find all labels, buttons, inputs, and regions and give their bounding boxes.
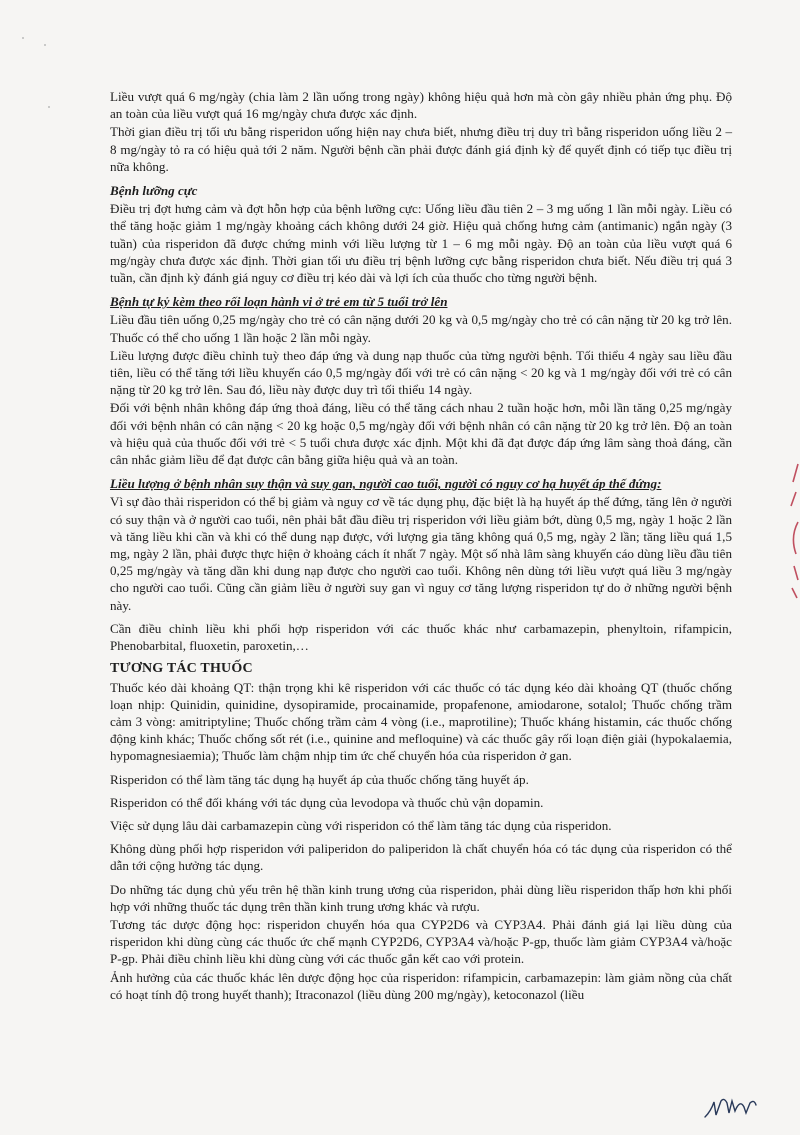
paragraph: Liều vượt quá 6 mg/ngày (chia làm 2 lần uống trong ngày) không hiệu quả hơn mà còn gây nhiều phản ứng phụ. Độ an toàn của liều vượt quá 16 mg/ngày chưa được xác định. [110, 89, 732, 122]
paragraph: Việc sử dụng lâu dài carbamazepin cùng với risperidon có thể làm tăng tác dụng của risperidon. [110, 817, 612, 833]
paragraph: Liều đầu tiên uống 0,25 mg/ngày cho trẻ có cân nặng dưới 20 kg và 0,5 mg/ngày cho trẻ có cân nặng từ 20 kg trở lên. Thuốc có thể cho uống 1 lần hoặc 2 lần mỗi ngày. [110, 312, 732, 345]
paragraph: Do những tác dụng chủ yếu trên hệ thần kinh trung ương của risperidon, phải dùng liều risperidon thấp hơn khi phối hợp với những thuốc tác dụng trên thần kinh trung ương khác và rượu. [110, 881, 732, 914]
signature-mark [702, 1093, 758, 1121]
scan-speck [44, 44, 46, 46]
document-page [110, 88, 732, 1004]
section-heading-renal-hepatic: Liều lượng ở bệnh nhân suy thận và suy gan, người cao tuổi, người có nguy cơ hạ huyết áp thế đứng: [110, 476, 662, 492]
paragraph: Ảnh hưởng của các thuốc khác lên dược động học của risperidon: rifampicin, carbamazepin: làm giảm nồng của chất có hoạt tính độ trong huyết thanh); Itraconazol (liều dùng 200 mg/ngày), ketoconazol (liều [110, 969, 732, 1002]
paragraph: Cần điều chỉnh liều khi phối hợp risperidon với các thuốc khác như carbamazepin, phenyltoin, rifampicin, Phenobarbital, fluoxetin, paroxetin,… [110, 620, 732, 654]
section-title-interactions: TƯƠNG TÁC THUỐC [110, 661, 253, 677]
paragraph: Thuốc kéo dài khoảng QT: thận trọng khi kê risperidon với các thuốc có tác dụng kéo dài khoảng QT (thuốc chống loạn nhịp: Quinidin, quinidine, dysopiramide, procainamide, propafenone, amiodarone, sotalol; Thuốc chống trầm cảm 3 vòng: amitriptyline; Thuốc chống trầm cảm 4 vòng (i.e., maprotiline); Thuốc kháng histamin, các thuốc chống động kinh khác; Thuốc chống sốt rét (i.e., quinine and mefloquine) và các thuốc gây rối loạn điện giải (hypokalaemia, hypomagnesiaemia); Thuốc làm chậm nhịp tim ức chế chuyển hóa của risperidon ở gan. [110, 679, 732, 764]
paragraph: Vì sự đào thải risperidon có thể bị giảm và nguy cơ về tác dụng phụ, đặc biệt là hạ huyết áp thế đứng, tăng lên ở người có suy thận và ở người cao tuổi, nên phải bắt đầu điều trị risperidon với liều giảm bớt, dùng 0,5 mg, ngày 1 hoặc 2 lần và tăng liều khi cần và khi có thể dung nạp được, với lượng gia tăng không quá 0,5 mg, ngày 2 lần; tăng liều quá 1,5 mg, ngày 2 lần, phải được thực hiện ở khoảng cách ít nhất 7 ngày. Một số nhà lâm sàng khuyến cáo dùng liều đầu tiên 0,25 mg/ngày và tăng dần khi dung nạp được cho người cao tuổi. Không nên dùng tới liều vượt quá liều 3 mg/ngày cho người cao tuổi. Cũng cần giảm liều ở người suy gan vì nguy cơ tăng lượng risperidon tự do ở những người bệnh này. [110, 494, 732, 613]
paragraph: Risperidon có thể đối kháng với tác dụng của levodopa và thuốc chủ vận dopamin. [110, 794, 544, 810]
paragraph: Không dùng phối hợp risperidon với paliperidon do paliperidon là chất chuyển hóa có tác dụng của risperidon có thể dẫn tới cộng hưởng tác dụng. [110, 841, 732, 874]
paragraph: Tương tác dược động học: risperidon chuyển hóa qua CYP2D6 và CYP3A4. Phải đánh giá lại liều dùng của risperidon khi dùng cùng các thuốc ức chế mạnh CYP2D6, CYP3A4 và/hoặc P-gp, thuốc làm giảm CYP3A4 và/hoặc P-gp. Phải điều chỉnh liều khi dùng cùng với các thuốc gắn kết cao với protein. [110, 916, 732, 967]
paragraph: Thời gian điều trị tối ưu bằng risperidon uống hiện nay chưa biết, nhưng điều trị duy trì bằng risperidon uống liều 2 – 8 mg/ngày tỏ ra có hiệu quả tới 2 năm. Người bệnh cần phải được đánh giá định kỳ để quyết định có tiếp tục điều trị nữa không. [110, 124, 732, 174]
paragraph: Đối với bệnh nhân không đáp ứng thoả đáng, liều có thể tăng cách nhau 2 tuần hoặc hơn, mỗi lần tăng 0,25 mg/ngày đối với bệnh nhân có cân nặng < 20 kg hoặc 0,5 mg/ngày đối với bệnh nhân có cân nặng từ 20 kg trở lên. Độ an toàn và hiệu quả của thuốc đối với trẻ < 5 tuổi chưa được xác định. Một khi đã đạt được đáp ứng lâm sàng thoả đáng, cần cân nhắc giảm liều để đạt được cân bằng giữa hiệu quả và an toàn. [110, 400, 732, 468]
paragraph: Risperidon có thể làm tăng tác dụng hạ huyết áp của thuốc chống tăng huyết áp. [110, 771, 529, 787]
section-heading-autism: Bệnh tự kỷ kèm theo rối loạn hành vi ở trẻ em từ 5 tuổi trở lên [110, 294, 448, 310]
scan-speck [48, 106, 50, 108]
section-heading-bipolar: Bệnh lưỡng cực [110, 183, 198, 199]
paragraph: Liều lượng được điều chỉnh tuỳ theo đáp ứng và dung nạp thuốc của từng người bệnh. Tối thiểu 4 ngày sau liều đầu tiên, liều có thể tăng tới liều khuyến cáo 0,5 mg/ngày đối với trẻ có cân nặng < 20 kg và 1 mg/ngày đối với trẻ có cân nặng từ 20 kg trở lên. Sau đó, liều này được duy trì tối thiểu 14 ngày. [110, 347, 732, 398]
scan-speck [22, 37, 24, 39]
stamp-edge-mark [786, 462, 800, 602]
paragraph: Điều trị đợt hưng cảm và đợt hỗn hợp của bệnh lưỡng cực: Uống liều đầu tiên 2 – 3 mg uống 1 lần mỗi ngày. Liều có thể tăng hoặc giảm 1 mg/ngày khoảng cách không dưới 24 giờ. Hiệu quả chống hưng cảm (antimanic) ngắn ngày (3 tuần) của risperidon đã được chứng minh với liều lượng từ 1 – 6 mg mỗi ngày. Độ an toàn của liều vượt quá 6 mg/ngày chưa được xác định. Thời gian tối ưu điều trị bệnh lưỡng cực bằng risperidon chưa biết. Nếu điều trị quá 3 tuần, cần định kỳ đánh giá nguy cơ điều trị kéo dài và lợi ích của thuốc cho từng người bệnh. [110, 201, 732, 286]
